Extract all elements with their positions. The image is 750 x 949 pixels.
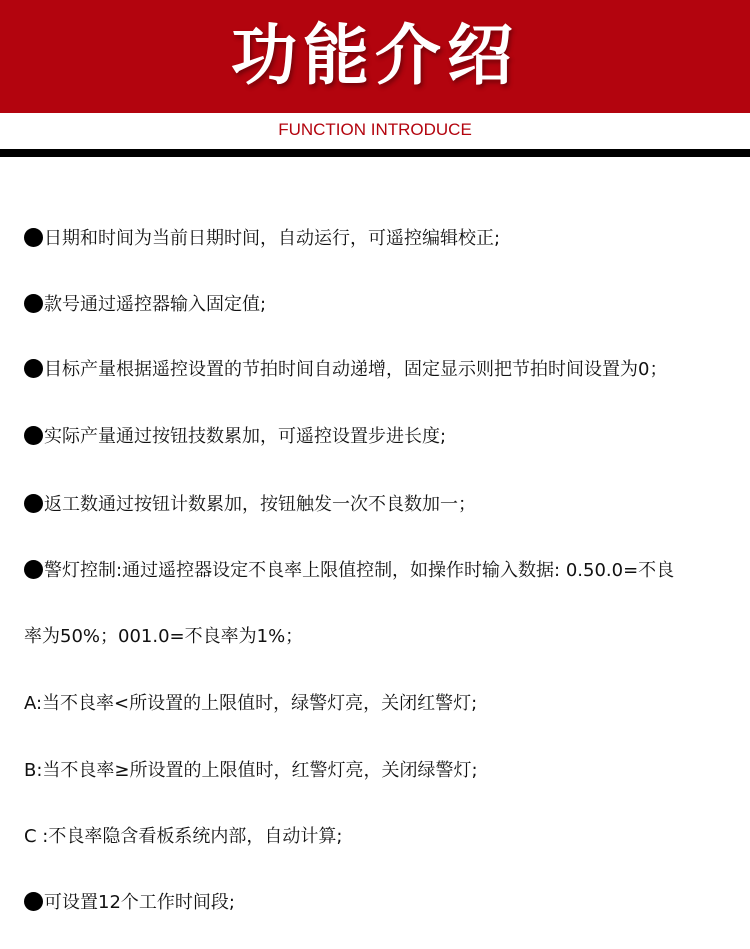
title-banner	[0, 0, 750, 113]
feature-subitem	[24, 756, 736, 786]
feature-item	[24, 556, 736, 586]
bullet-icon	[24, 294, 43, 313]
feature-item	[24, 290, 736, 320]
bullet-icon	[24, 494, 43, 513]
feature-text: 实际产量通过按钮技数累加，可遥控设置步进长度;	[44, 426, 447, 447]
feature-item	[24, 355, 736, 385]
feature-text: 目标产量根据遥控设置的节拍时间自动递增，固定显示则把节拍时间设置为0；	[44, 359, 668, 380]
feature-text: 返工数通过按钮计数累加，按钮触发一次不良数加一；	[44, 494, 476, 515]
divider	[0, 149, 750, 157]
feature-text: B:当不良率≥所设置的上限值时，红警灯亮，关闭绿警灯;	[24, 760, 478, 781]
bullet-icon	[24, 359, 43, 378]
feature-subitem	[24, 822, 736, 852]
bullet-icon	[24, 426, 43, 445]
page-subtitle: FUNCTION INTRODUCE	[278, 120, 472, 139]
page-title: 功能介绍	[231, 17, 519, 94]
feature-text: 款号通过遥控器输入固定值;	[44, 294, 267, 315]
feature-text: 率为50%；001.0=不良率为1%；	[24, 626, 304, 647]
feature-item	[24, 224, 736, 254]
feature-subitem	[24, 689, 736, 719]
feature-text: 警灯控制:通过遥控器设定不良率上限值控制，如操作时输入数据: 0.50.0=不良	[44, 560, 675, 581]
bullet-icon	[24, 228, 43, 247]
bullet-icon	[24, 560, 43, 579]
feature-item	[24, 422, 736, 452]
feature-text: A:当不良率<所设置的上限值时，绿警灯亮，关闭红警灯;	[24, 693, 478, 714]
feature-text: 可设置12个工作时间段;	[44, 892, 235, 913]
feature-text: 日期和时间为当前日期时间，自动运行，可遥控编辑校正;	[44, 228, 501, 249]
feature-text: C :不良率隐含看板系统内部，自动计算;	[24, 826, 343, 847]
feature-item	[24, 490, 736, 520]
bullet-icon	[24, 892, 43, 911]
feature-item	[24, 888, 736, 918]
feature-continuation	[24, 622, 736, 652]
